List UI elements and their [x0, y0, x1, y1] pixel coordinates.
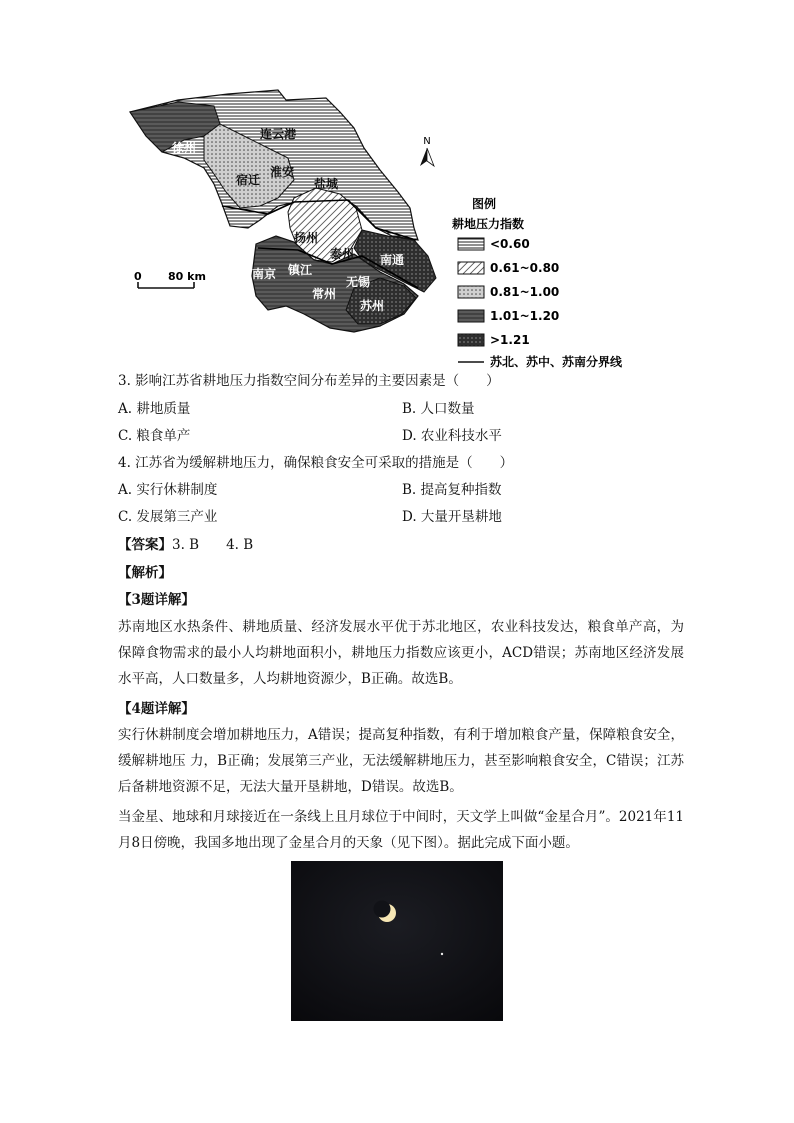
detail-4-label: 【4题详解】 [118, 701, 195, 717]
question-3-stem: 3. 影响江苏省耕地压力指数空间分布差异的主要因素是（ ） [118, 373, 500, 389]
detail-3-label: 【3题详解】 [118, 592, 195, 608]
answer-label: 【答案】 [118, 537, 172, 553]
venus-moon-conjunction-photo [291, 861, 503, 1021]
city-label: 南京 [252, 267, 277, 281]
question-4-option-c: C. 发展第三产业 [118, 509, 218, 525]
city-label: 淮安 [270, 165, 295, 179]
question-4-option-a: A. 实行休耕制度 [118, 482, 218, 498]
city-label: 泰州 [330, 247, 355, 261]
detail-3-text: 苏南地区水热条件、耕地质量、经济发展水平优于苏北地区，农业科技发达，粮食单产高，为保障食物需求的最小人均耕地面积小，耕地压力指数应该更小，ACD错误；苏南地区经济发展水平高，人口数量多，人均耕地资源少，B正确。故选B。 [118, 619, 684, 687]
svg-text:苏北、苏中、苏南分界线: 苏北、苏中、苏南分界线 [490, 355, 623, 369]
city-label: 无锡 [346, 275, 371, 289]
city-label: 盐城 [314, 177, 339, 191]
city-label: 苏州 [360, 299, 385, 313]
svg-text:0: 0 [134, 270, 142, 283]
venus-moon-intro: 当金星、地球和月球接近在一条线上且月球位于中间时，天文学上叫做“金星合月”。2021年11月8日傍晚，我国多地出现了金星合月的天象（见下图）。据此完成下面小题。 [118, 809, 684, 851]
venus-dot-icon [441, 953, 443, 955]
analysis-label: 【解析】 [118, 565, 172, 581]
svg-text:图例: 图例 [471, 197, 497, 211]
city-label: 扬州 [294, 231, 319, 245]
question-4-option-b: B. 提高复种指数 [402, 482, 502, 498]
question-4-stem: 4. 江苏省为缓解耕地压力，确保粮食安全可采取的措施是（ ） [118, 455, 514, 471]
jiangsu-cropland-pressure-map [118, 88, 678, 370]
city-label: 南通 [380, 253, 405, 267]
svg-text:>1.21: >1.21 [490, 333, 530, 347]
question-3-option-b: B. 人口数量 [402, 401, 475, 417]
answer-text: 3. B 4. B [172, 537, 254, 553]
question-3-option-a: A. 耕地质量 [118, 401, 191, 417]
question-4-option-d: D. 大量开垦耕地 [402, 509, 502, 525]
detail-4-text: 实行休耕制度会增加耕地压力，A错误；提高复种指数，有利于增加粮食产量，保障粮食安全，缓解耕地压 力，B正确；发展第三产业，无法缓解耕地压力，甚至影响粮食安全，C错误；江苏后备耕地资源不足，无法大量开垦耕地，D错误。故选B。 [118, 727, 684, 795]
city-label: 镇江 [288, 263, 313, 277]
scale-bar [134, 270, 206, 288]
svg-text:80 km: 80 km [168, 270, 206, 283]
city-label: 宿迁 [236, 173, 261, 187]
city-label: 徐州 [172, 141, 197, 155]
svg-text:<0.60: <0.60 [490, 237, 530, 251]
question-3-option-c: C. 粮食单产 [118, 428, 191, 444]
north-arrow-icon [420, 136, 434, 166]
svg-text:0.61~0.80: 0.61~0.80 [490, 261, 560, 275]
svg-text:1.01~1.20: 1.01~1.20 [490, 309, 560, 323]
question-3-option-d: D. 农业科技水平 [402, 428, 502, 444]
answer-line [118, 536, 253, 554]
map-legend [452, 196, 623, 369]
city-label: 连云港 [260, 127, 297, 141]
city-label: 常州 [312, 287, 337, 301]
svg-text:N: N [423, 136, 431, 147]
svg-text:0.81~1.00: 0.81~1.00 [490, 285, 560, 299]
svg-text:耕地压力指数: 耕地压力指数 [451, 217, 525, 231]
